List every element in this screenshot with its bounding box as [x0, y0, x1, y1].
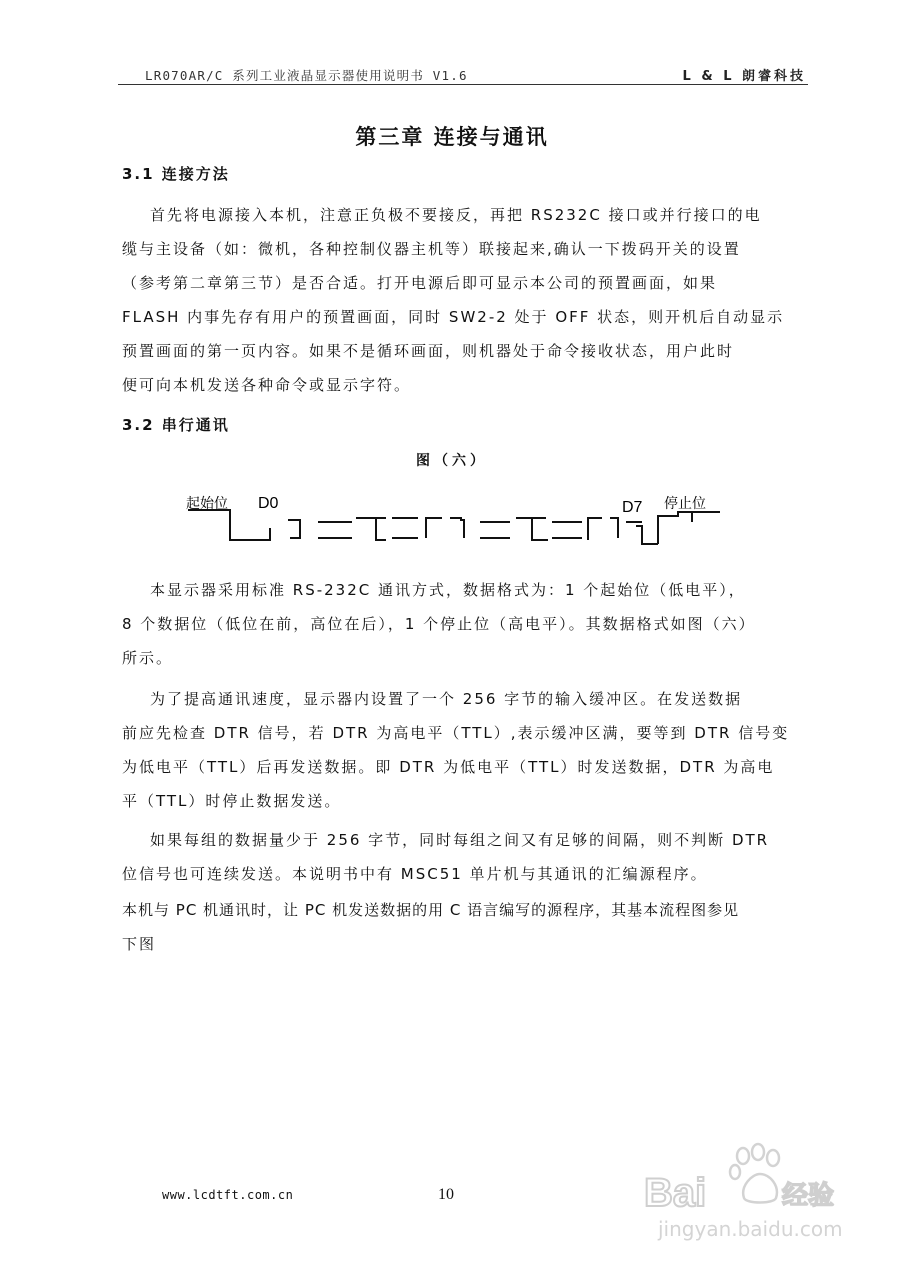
text-line: 所示。 — [122, 649, 174, 667]
timing-label-d7: D7 — [622, 499, 643, 516]
figure-caption: 图（六） — [416, 453, 488, 469]
watermark-brand-suffix: 经验 — [782, 1181, 835, 1211]
serial-timing-diagram — [180, 488, 740, 560]
paragraph-data-format — [122, 573, 808, 675]
text-line: 位信号也可连续发送。本说明书中有 MSC51 单片机与其通讯的汇编源程序。 — [122, 865, 708, 883]
text-line: 为了提高通讯速度，显示器内设置了一个 256 字节的输入缓冲区。在发送数据 — [150, 690, 743, 708]
text-line: 便可向本机发送各种命令或显示字符。 — [122, 376, 412, 394]
text-line: 本显示器采用标准 RS-232C 通讯方式，数据格式为：1 个起始位（低电平）， — [150, 581, 746, 599]
text-line: 8 个数据位（低位在前，高位在后），1 个停止位（高电平）。其数据格式如图（六） — [122, 615, 756, 633]
section-3-1-body — [122, 198, 808, 402]
paragraph-pc-comm — [122, 893, 808, 961]
watermark-url: jingyan.baidu.com — [658, 1217, 843, 1241]
text-line: 缆与主设备（如：微机，各种控制仪器主机等）联接起来,确认一下拨码开关的设置 — [122, 240, 741, 258]
footer-url: www.lcdtft.com.cn — [162, 1188, 294, 1202]
header-company: L & L 朗睿科技 — [682, 69, 806, 84]
text-line: 前应先检查 DTR 信号，若 DTR 为高电平（TTL）,表示缓冲区满，要等到 DTR 信号变 — [122, 724, 790, 742]
section-heading-3-1: 3.1 连接方法 — [122, 165, 230, 183]
header-divider — [118, 84, 808, 85]
header-doc-title: LR070AR/C 系列工业液晶显示器使用说明书 V1.6 — [145, 68, 468, 83]
text-line: 预置画面的第一页内容。如果不是循环画面，则机器处于命令接收状态，用户此时 — [122, 342, 735, 360]
text-line: （参考第二章第三节）是否合适。打开电源后即可显示本公司的预置画面，如果 — [122, 274, 718, 292]
paragraph-continuous-send — [122, 823, 808, 891]
text-line: 下图 — [122, 935, 157, 953]
text-line: 如果每组的数据量少于 256 字节，同时每组之间又有足够的间隔，则不判断 DTR — [150, 831, 770, 849]
timing-label-start: 起始位 — [186, 496, 228, 512]
baidu-jingyan-watermark — [640, 1140, 850, 1250]
page-number: 10 — [438, 1186, 454, 1203]
timing-label-stop: 停止位 — [664, 496, 706, 512]
section-heading-3-2: 3.2 串行通讯 — [122, 416, 230, 434]
chapter-title: 第三章 连接与通讯 — [355, 125, 549, 149]
timing-label-d0: D0 — [258, 495, 279, 512]
text-line: 本机与 PC 机通讯时，让 PC 机发送数据的用 C 语言编写的源程序，其基本流程图参见 — [122, 901, 740, 919]
text-line: 首先将电源接入本机，注意正负极不要接反，再把 RS232C 接口或并行接口的电 — [150, 206, 762, 224]
watermark-brand: Bai — [644, 1171, 707, 1215]
text-line: FLASH 内事先存有用户的预置画面，同时 SW2-2 处于 OFF 状态，则开机后自动显示 — [122, 308, 785, 326]
text-line: 平（TTL）时停止数据发送。 — [122, 792, 342, 810]
text-line: 为低电平（TTL）后再发送数据。即 DTR 为低电平（TTL）时发送数据，DTR 为高电 — [122, 758, 775, 776]
paragraph-buffer — [122, 682, 808, 818]
